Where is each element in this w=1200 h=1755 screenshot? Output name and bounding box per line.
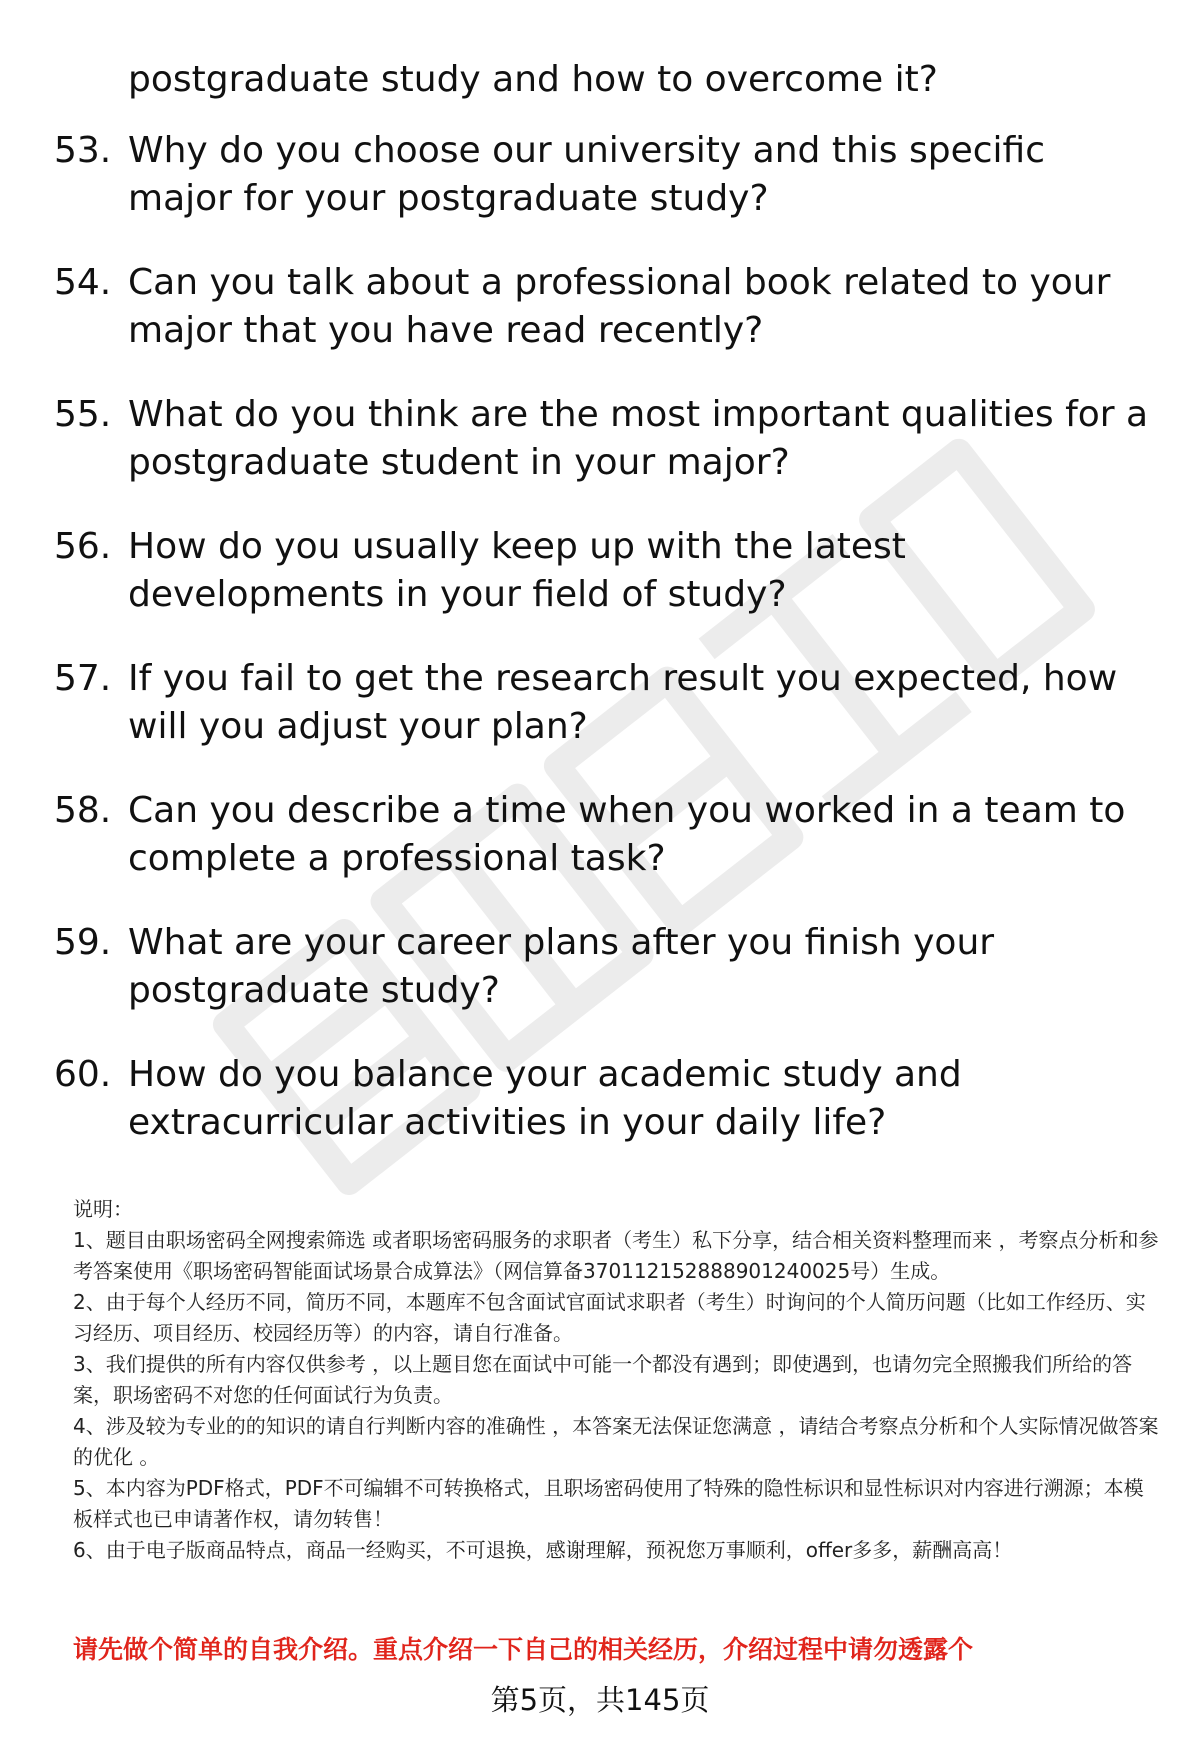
question-number: 53. [54, 130, 112, 171]
question-continuation: postgraduate study and how to overcome it? [128, 59, 938, 100]
note-item: 2、由于每个人经历不同，简历不同，本题库不包含面试官面试求职者（考生）时询问的个人简历问题（比如工作经历、实习经历、项目经历、校园经历等）的内容，请自行准备。 [73, 1290, 1146, 1345]
disclaimer-notes [73, 1194, 1163, 1566]
question-text: Can you describe a time when you worked in a team to complete a professional task? [128, 790, 1126, 879]
question-text: If you fail to get the research result you expected, how will you adjust your plan? [128, 658, 1118, 747]
note-item: 3、我们提供的所有内容仅供参考 ，以上题目您在面试中可能一个都没有遇到；即使遇到，也请勿完全照搬我们所给的答案，职场密码不对您的任何面试行为负责。 [73, 1352, 1133, 1407]
page-number: 第5页，共145页 [490, 1683, 710, 1717]
question-number: 54. [54, 262, 112, 303]
note-item: 5、本内容为PDF格式，PDF不可编辑不可转换格式，且职场密码使用了特殊的隐性标识和显性标识对内容进行溯源；本模板样式也已申请著作权，请勿转售！ [73, 1476, 1144, 1531]
question-text: How do you usually keep up with the latest developments in your field of study? [128, 526, 906, 615]
question-text: Why do you choose our university and this specific major for your postgraduate study? [128, 130, 1045, 219]
question-number: 55. [54, 394, 112, 435]
question-number: 59. [54, 922, 112, 963]
question-text: How do you balance your academic study and extracurricular activities in your daily life? [128, 1054, 962, 1143]
question-text: What are your career plans after you finish your postgraduate study? [128, 922, 995, 1011]
question-number: 57. [54, 658, 112, 699]
question-number: 56. [54, 526, 112, 567]
note-item: 4、涉及较为专业的的知识的请自行判断内容的准确性 ，本答案无法保证您满意 ，请结合考察点分析和个人实际情况做答案的优化 。 [73, 1414, 1159, 1469]
red-notice: 请先做个简单的自我介绍。重点介绍一下自己的相关经历，介绍过程中请勿透露个 [73, 1635, 974, 1664]
question-number: 60. [54, 1054, 112, 1095]
note-item: 6、由于电子版商品特点，商品一经购买，不可退换，感谢理解，预祝您万事顺利，offer多多，薪酬高高！ [73, 1538, 1013, 1562]
question-number: 58. [54, 790, 112, 831]
question-text: What do you think are the most important qualities for a postgraduate student in your major? [128, 394, 1149, 483]
note-item: 1、题目由职场密码全网搜索筛选 或者职场密码服务的求职者（考生）私下分享，结合相关资料整理而来 ，考察点分析和参考答案使用《职场密码智能面试场景合成算法》（网信算备370112152888901240025号）生成。 [73, 1228, 1159, 1283]
question-text: Can you talk about a professional book related to your major that you have read recently? [128, 262, 1111, 351]
notes-heading: 说明： [73, 1197, 133, 1221]
